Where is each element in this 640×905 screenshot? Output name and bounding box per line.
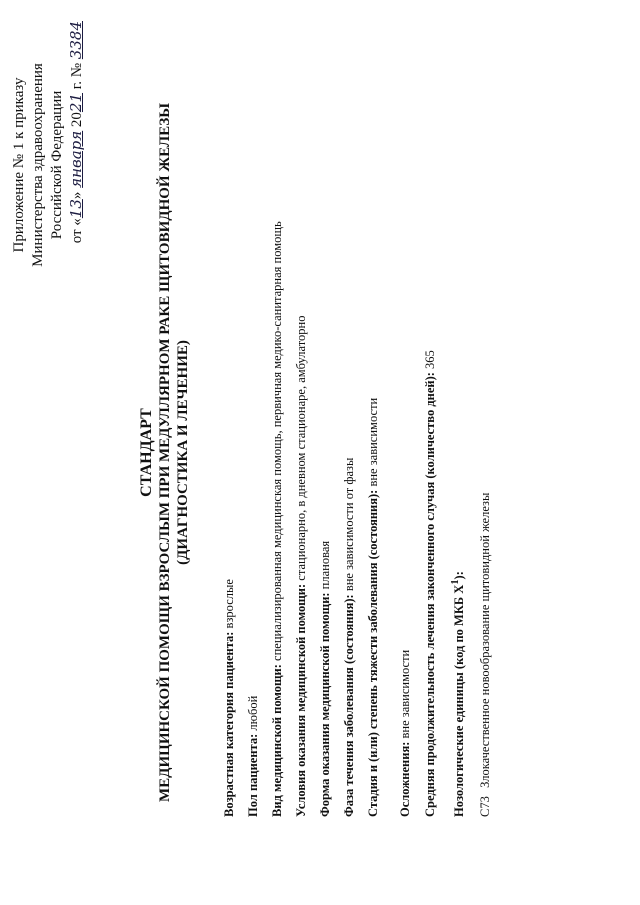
field-conditions-value: стационарно, в дневном стационаре, амбулаторно [294, 315, 308, 584]
field-duration [423, 17, 438, 817]
field-duration-label: Средняя продолжительность лечения законченного случая (количество дней): [423, 372, 437, 817]
field-age-value: взрослые [222, 579, 236, 632]
footnote-marker: 1 [450, 579, 461, 585]
order-year-prefix: 20 [69, 112, 85, 131]
field-care-type-label: Вид медицинской помощи: [270, 664, 284, 817]
field-nosology [450, 17, 467, 817]
field-stage [366, 17, 381, 817]
field-care-type [270, 17, 285, 817]
order-number: 3384 [67, 21, 85, 60]
field-stage-label: Стадия и (или) степень тяжести заболевания (состояния): [366, 489, 380, 817]
field-complications-value: вне зависимости [398, 649, 412, 742]
document-title [138, 60, 192, 845]
nosology-item [478, 17, 493, 817]
field-sex [246, 17, 261, 817]
field-form-value: плановая [318, 540, 332, 593]
appendix-line-2: Министерства здравоохранения [30, 63, 46, 267]
appendix-block [10, 15, 87, 315]
field-nosology-label-end: ): [452, 571, 467, 580]
order-mid: » [69, 187, 85, 200]
field-form-label: Форма оказания медицинской помощи: [318, 592, 332, 817]
field-age-label: Возрастная категория пациента: [222, 631, 236, 817]
order-prefix: от « [69, 218, 85, 244]
field-care-type-value: специализированная медицинская помощь, первичная медико-санитарная помощь [270, 221, 284, 665]
field-phase-value: вне зависимости от фазы [342, 457, 356, 595]
order-year: 21 [67, 92, 85, 113]
field-form [318, 17, 333, 817]
field-nosology-label: Нозологические единицы (код по МКБ X [452, 584, 467, 817]
field-conditions-label: Условия оказания медицинской помощи: [294, 583, 308, 817]
field-sex-value: любой [246, 695, 260, 734]
field-conditions [294, 17, 309, 817]
order-month: января [67, 130, 85, 188]
field-complications [398, 17, 413, 817]
field-duration-value: 365 [423, 350, 437, 373]
nosology-code: C73 [478, 796, 492, 817]
title-line-2: МЕДИЦИНСКОЙ ПОМОЩИ ВЗРОСЛЫМ ПРИ МЕДУЛЛЯРНОМ РАКЕ ЩИТОВИДНОЙ ЖЕЛЕЗЫ [157, 103, 173, 802]
field-phase-label: Фаза течения заболевания (состояния): [342, 594, 356, 817]
title-heading: СТАНДАРТ [138, 408, 155, 497]
order-day: 13 [67, 199, 85, 219]
order-date-line [67, 15, 87, 315]
field-complications-label: Осложнения: [398, 741, 412, 817]
field-sex-label: Пол пациента: [246, 733, 260, 817]
title-line-3: (ДИАГНОСТИКА И ЛЕЧЕНИЕ) [175, 340, 191, 565]
nosology-name: Злокачественное новообразование щитовидной железы [478, 492, 492, 788]
field-age [222, 17, 237, 817]
field-phase [342, 17, 357, 817]
appendix-line-3: Российской Федерации [49, 90, 65, 240]
appendix-line-1: Приложение № 1 к приказу [11, 77, 27, 253]
order-suffix: г. № [69, 59, 85, 93]
field-stage-value: вне зависимости [366, 397, 380, 490]
